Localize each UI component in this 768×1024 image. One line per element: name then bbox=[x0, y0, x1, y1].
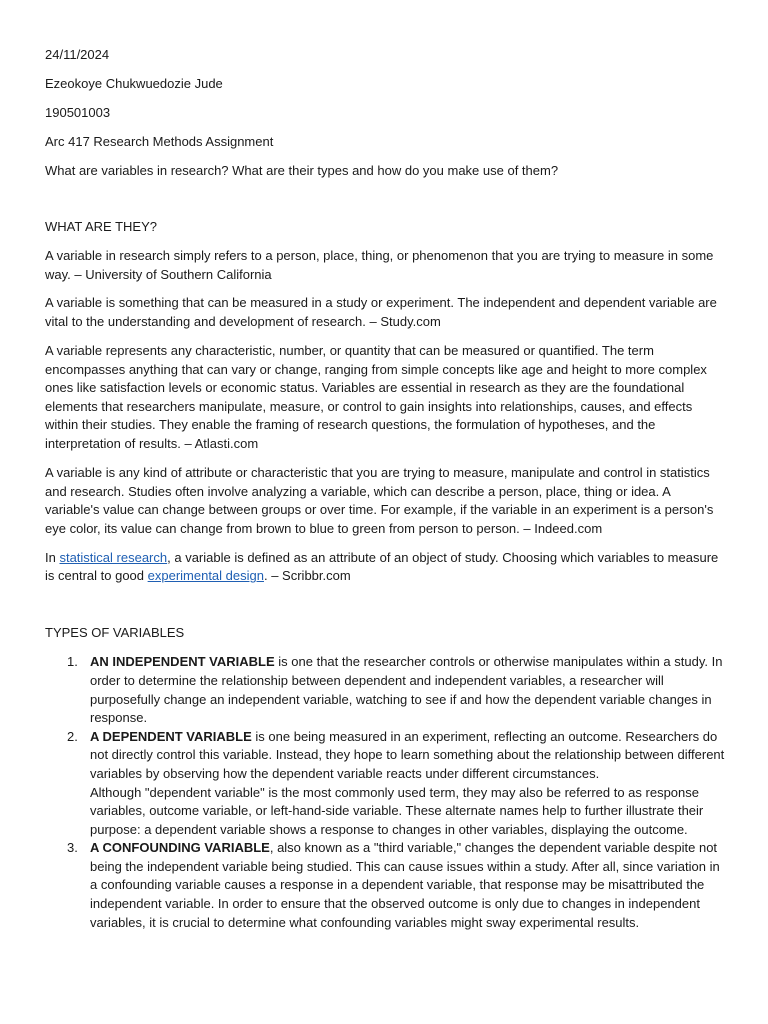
list-number: 3. bbox=[67, 840, 78, 856]
item-text: , also known as a "third variable," changes the dependent variable despite not being the independent variable being studied. This can cause issues within a study. After all, since variation in a confounding variable causes a response in a dependent variable, that response may be misattributed the independent variable. In order to ensure that the observed outcome is only due to changes in independent variables, it is crucial to determine what confounding variables might sway experimental results. bbox=[90, 840, 720, 930]
list-number: 1. bbox=[67, 654, 78, 670]
item-extra-text: Although "dependent variable" is the most commonly used term, they may also be referred to as response variables, outcome variable, or left-hand-side variable. These alternate names help to further illustrate their purpose: a dependent variable shows a response to changes in other variables, displaying the outcome. bbox=[90, 784, 704, 837]
item-text: is one that the researcher controls or otherwise manipulates within a study. In order to determine the relationship between dependent and independent variables, a researcher will purposefully change an independent variable, watching to see if and how the dependent variable changes in response. bbox=[90, 654, 723, 726]
term-confounding: A CONFOUNDING VARIABLE bbox=[90, 840, 270, 856]
assignment-question: What are variables in research? What are their types and how do you make use of them? bbox=[45, 162, 559, 178]
section-heading-types: TYPES OF VARIABLES bbox=[45, 625, 185, 641]
list-item bbox=[45, 653, 727, 727]
term-dependent: A DEPENDENT VARIABLE bbox=[90, 728, 252, 744]
author-name: Ezeokoye Chukwuedozie Jude bbox=[45, 75, 223, 91]
paragraph-text: . – Scribbr.com bbox=[263, 568, 351, 584]
definition-paragraph: A variable in research simply refers to a person, place, thing, or phenomenon that you are trying to measure in some way. – University of Southern California bbox=[45, 247, 714, 282]
document-page bbox=[45, 46, 727, 932]
item-text: is one being measured in an experiment, reflecting an outcome. Researchers do not directly control this variable. Instead, they hope to learn something about the relationship between different variables by observing how the dependent variable reacts under different circumstances. bbox=[90, 728, 725, 781]
paragraph-text: , a variable is defined as an attribute of an object of study. Choosing which variables to measure is central to good bbox=[45, 549, 719, 584]
list-number: 2. bbox=[67, 728, 78, 744]
definition-paragraph: A variable is any kind of attribute or characteristic that you are trying to measure, manipulate and control in statistics and research. Studies often involve analyzing a variable, which can describe a person, place, thing or idea. A variable's value can change between groups or over time. For example, if the variable in an experiment is a person's eye color, its value can change from brown to blue to green from person to person. – Indeed.com bbox=[45, 465, 714, 536]
paragraph-text: In bbox=[45, 549, 60, 565]
definition-paragraph: A variable is something that can be measured in a study or experiment. The independent and dependent variable are vital to the understanding and development of research. – Study.com bbox=[45, 295, 717, 330]
section-heading-what: WHAT ARE THEY? bbox=[45, 218, 157, 234]
student-id: 190501003 bbox=[45, 104, 111, 120]
definition-paragraph: A variable represents any characteristic, number, or quantity that can be measured or quantified. The term encompasses anything that can vary or change, ranging from simple concepts like age and height to more complex ones like satisfaction levels or economic status. Variables are essential in research as they are the foundational elements that researchers manipulate, measure, or control to gain insights into relationships, causes, and effects within their studies. They enable the framing of research questions, the formulation of hypotheses, and the interpretation of results. – Atlasti.com bbox=[45, 343, 707, 452]
variable-types-list bbox=[45, 653, 727, 932]
definition-paragraph-scribbr bbox=[45, 549, 727, 586]
list-item bbox=[45, 839, 727, 932]
statistical-research-link[interactable]: statistical research bbox=[59, 549, 168, 565]
list-item bbox=[45, 728, 727, 840]
course-title: Arc 417 Research Methods Assignment bbox=[45, 133, 274, 149]
date-line: 24/11/2024 bbox=[45, 47, 110, 62]
experimental-design-link[interactable]: experimental design bbox=[147, 568, 264, 584]
term-independent: AN INDEPENDENT VARIABLE bbox=[90, 654, 275, 670]
